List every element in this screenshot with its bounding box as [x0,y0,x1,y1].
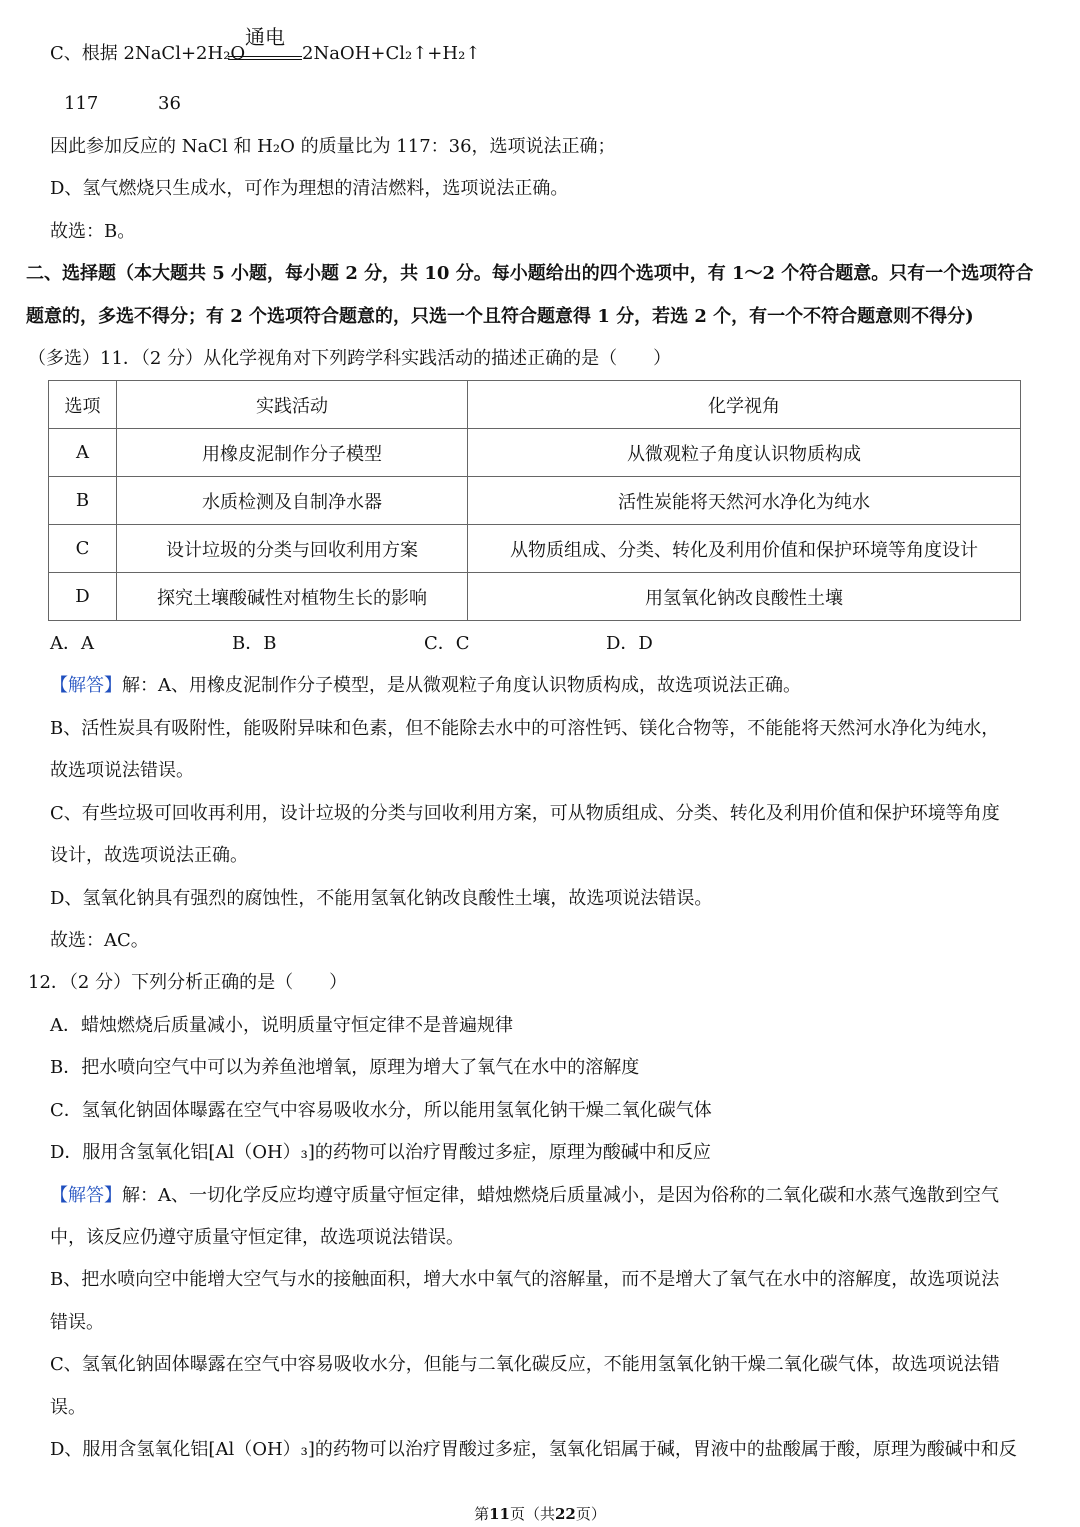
table-row [49,573,1021,621]
total-pages: 22 [555,1505,576,1523]
prev-solution-d: D、氢气燃烧只生成水，可作为理想的清洁燃料，选项说法正确。 [50,178,569,199]
equals-line-bottom [228,59,302,60]
section-header-line2: 题意的，多选不得分；有 2 个选项符合题意的，只选一个且符合题意得 1 分，若选 2 个，有一个不符合题意则不得分) [26,306,974,327]
row-activity: 探究土壤酸碱性对植物生长的影响 [117,573,468,621]
choice-a: A．A [50,633,94,654]
q11-solution-d: D、氢氧化钠具有强烈的腐蚀性，不能用氢氧化钠改良酸性土壤，故选项说法错误。 [50,888,713,909]
table-row [49,525,1021,573]
q12-solution-a2: 中，该反应仍遵守质量守恒定律，故选项说法错误。 [50,1227,464,1248]
q12-stem: 12．（2 分）下列分析正确的是（ ） [28,972,348,993]
q12-option-a: A．蜡烛燃烧后质量减小，说明质量守恒定律不是普遍规律 [50,1015,513,1036]
header-perspective: 化学视角 [468,381,1021,429]
answer-tag: 【解答】 [50,675,122,696]
row-perspective: 用氢氧化钠改良酸性土壤 [468,573,1021,621]
q12-option-c: C．氢氧化钠固体曝露在空气中容易吸收水分，所以能用氢氧化钠干燥二氧化碳气体 [50,1100,712,1121]
prev-answer: 故选：B。 [50,221,136,242]
row-activity: 用橡皮泥制作分子模型 [117,429,468,477]
q11-solution-c1: C、有些垃圾可回收再利用，设计垃圾的分类与回收利用方案，可从物质组成、分类、转化及利用价值和保护环境等角度 [50,803,1000,824]
q12-solution-c1: C、氢氧化钠固体曝露在空气中容易吸收水分，但能与二氧化碳反应，不能用氢氧化钠干燥二氧化碳气体，故选项说法错 [50,1354,1000,1375]
q11-final-answer: 故选：AC。 [50,930,149,951]
q11-solution-b2: 故选项说法错误。 [50,760,194,781]
ratio-line: 因此参加反应的 NaCl 和 H₂O 的质量比为 117：36，选项说法正确； [50,136,616,157]
row-perspective: 活性炭能将天然河水净化为纯水 [468,477,1021,525]
q11-solution-c2: 设计，故选项说法正确。 [50,845,248,866]
row-perspective: 从微观粒子角度认识物质构成 [468,429,1021,477]
page-number: 11 [489,1505,510,1523]
choice-b: B．B [232,633,277,654]
reaction-condition [228,25,302,65]
q12-solution-b2: 错误。 [50,1312,104,1333]
q12-solution-b1: B、把水喷向空中能增大空气与水的接触面积，增大水中氧气的溶解量，而不是增大了氧气在水中的溶解度，故选项说法 [50,1269,1000,1290]
footer-pre: 第 [474,1505,490,1523]
footer-mid: 页（共 [509,1505,555,1523]
equals-line-top [228,56,302,57]
q11-options-table [48,380,1021,621]
answer-tag: 【解答】 [50,1185,122,1206]
q12-solution-a1 [50,1184,999,1208]
mass-h2o: 36 [158,93,181,114]
table-header-row [49,381,1021,429]
equation-suffix: 2NaOH+Cl₂↑+H₂↑ [302,43,481,64]
row-letter: D [49,573,117,621]
mass-nacl: 117 [64,93,99,114]
q12-solution-d1: D、服用含氢氧化铝[Al（OH）₃]的药物可以治疗胃酸过多症，氢氧化铝属于碱，胃液中的盐酸属于酸，原理为酸碱中和反 [50,1439,1017,1460]
choice-c: C．C [424,633,470,654]
header-option: 选项 [49,381,117,429]
condition-label: 通电 [245,25,285,49]
row-activity: 水质检测及自制净水器 [117,477,468,525]
table-row [49,429,1021,477]
q12-option-d: D．服用含氢氧化铝[Al（OH）₃]的药物可以治疗胃酸过多症，原理为酸碱中和反应 [50,1142,711,1163]
solution-text: 解：A、用橡皮泥制作分子模型，是从微观粒子角度认识物质构成，故选项说法正确。 [122,675,801,696]
row-letter: A [49,429,117,477]
row-letter: B [49,477,117,525]
q11-stem: （多选）11．（2 分）从化学视角对下列跨学科实践活动的描述正确的是（ ） [28,348,672,369]
solution-text: 解：A、一切化学反应均遵守质量守恒定律，蜡烛燃烧后质量减小，是因为俗称的二氧化碳和水蒸气逸散到空气 [122,1185,999,1206]
footer-post: 页） [575,1505,606,1523]
choice-d: D．D [606,633,653,654]
header-activity: 实践活动 [117,381,468,429]
row-perspective: 从物质组成、分类、转化及利用价值和保护环境等角度设计 [468,525,1021,573]
row-activity: 设计垃圾的分类与回收利用方案 [117,525,468,573]
row-letter: C [49,525,117,573]
table-row [49,477,1021,525]
equation-prefix: C、根据 2NaCl+2H₂O [50,43,246,64]
q12-solution-c2: 误。 [50,1397,86,1418]
q11-solution-b1: B、活性炭具有吸附性，能吸附异味和色素，但不能除去水中的可溶性钙、镁化合物等，不能能将天然河水净化为纯水， [50,718,1000,739]
q12-option-b: B．把水喷向空气中可以为养鱼池增氧，原理为增大了氧气在水中的溶解度 [50,1057,640,1078]
q11-solution-a [50,674,801,698]
page-footer [0,1504,1080,1524]
section-header-line1: 二、选择题（本大题共 5 小题，每小题 2 分，共 10 分。每小题给出的四个选项中，有 1～2 个符合题意。只有一个选项符合 [26,263,1034,284]
